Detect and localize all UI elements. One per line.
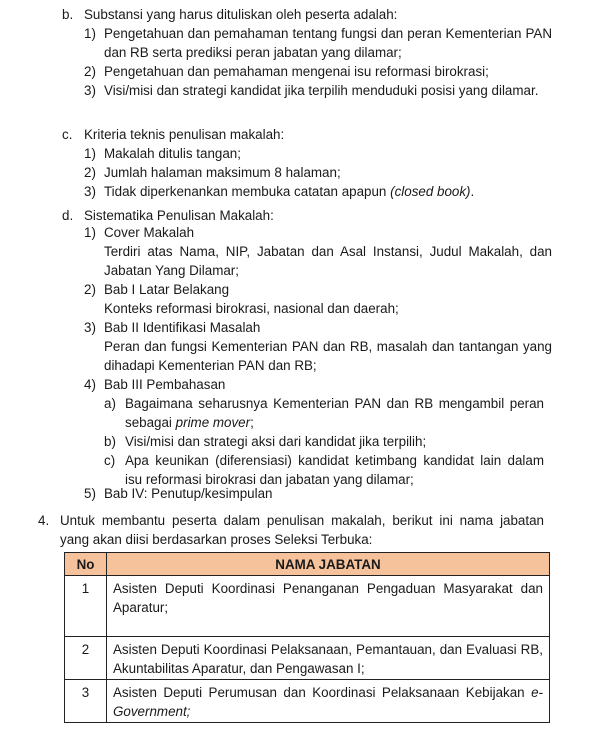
sub-item-letter: a) — [104, 396, 116, 411]
item-description: Terdiri atas Nama, NIP, Jabatan dan Asal Instansi, Judul Makalah, dan Jabatan Yang Dilamar; — [104, 244, 552, 278]
row-number: 1 — [65, 576, 107, 637]
table-header-row — [65, 553, 550, 576]
section-b-title: Substansi yang harus dituliskan oleh peserta adalah: — [84, 7, 398, 22]
sub-list-item — [104, 394, 544, 432]
section-d-marker: d. — [62, 208, 74, 223]
item-text: Jumlah halaman maksimum 8 halaman; — [104, 165, 341, 180]
item-text: Tidak diperkenankan membuka catatan apapun (closed book). — [104, 184, 475, 199]
item-description: Peran dan fungsi Kementerian PAN dan RB, masalah dan tantangan yang dihadapi Kementerian PAN dan RB; — [104, 339, 552, 373]
section-4-text: Untuk membantu peserta dalam penulisan makalah, berikut ini nama jabatan yang akan diisi berdasarkan proses Seleksi Terbuka: — [60, 513, 544, 547]
item-number: 4) — [84, 377, 96, 392]
list-item — [84, 375, 552, 394]
section-4-marker: 4. — [38, 513, 50, 528]
table-row — [65, 680, 550, 723]
header-nama-jabatan: NAMA JABATAN — [107, 553, 550, 576]
list-item — [84, 81, 552, 100]
item-description: Konteks reformasi birokrasi, nasional dan daerah; — [104, 301, 399, 316]
sub-item-text: Bagaimana seharusnya Kementerian PAN dan RB mengambil peran sebagai prime mover; — [125, 396, 544, 430]
list-item — [84, 62, 552, 81]
row-name: Asisten Deputi Koordinasi Pelaksanaan, Pemantauan, dan Evaluasi RB, Akuntabilitas Aparatur, dan Pengawasan I; — [107, 637, 550, 680]
item-number: 3) — [84, 83, 96, 98]
item-number: 2) — [84, 165, 96, 180]
list-item — [84, 484, 552, 503]
italic-term: (closed book) — [390, 184, 471, 199]
sub-item-letter: b) — [104, 434, 116, 449]
item-number: 3) — [84, 320, 96, 335]
item-number: 1) — [84, 225, 96, 240]
italic-term: prime mover — [175, 415, 251, 430]
item-text: Pengetahuan dan pemahaman tentang fungsi dan peran Kementerian PAN dan RB serta prediksi peran jabatan yang dilamar; — [104, 26, 552, 60]
jabatan-table — [64, 552, 550, 723]
section-b — [62, 5, 552, 24]
item-number: 1) — [84, 146, 96, 161]
italic-term: e-Government; — [113, 685, 543, 719]
item-title: Bab I Latar Belakang — [104, 282, 230, 297]
table-row — [65, 637, 550, 680]
list-item — [84, 144, 552, 163]
section-c — [62, 125, 552, 144]
list-item — [84, 280, 552, 299]
sub-item-letter: c) — [104, 453, 116, 468]
item-number: 2) — [84, 282, 96, 297]
item-title: Bab III Pembahasan — [104, 377, 226, 392]
row-number: 2 — [65, 637, 107, 680]
item-title: Bab II Identifikasi Masalah — [104, 320, 261, 335]
section-c-title: Kriteria teknis penulisan makalah: — [84, 127, 285, 142]
sub-item-text: Visi/misi dan strategi aksi dari kandidat jika terpilih; — [125, 434, 427, 449]
item-text: Visi/misi dan strategi kandidat jika terpilih menduduki posisi yang dilamar. — [104, 83, 539, 98]
section-d-title: Sistematika Penulisan Makalah: — [84, 208, 274, 223]
list-item — [84, 182, 552, 201]
item-text: Makalah ditulis tangan; — [104, 146, 241, 161]
item-number: 1) — [84, 26, 96, 41]
row-name: Asisten Deputi Perumusan dan Koordinasi Pelaksanaan Kebijakan e-Government; — [107, 680, 550, 723]
sub-list-item — [104, 432, 544, 451]
list-item — [84, 223, 552, 242]
row-name: Asisten Deputi Koordinasi Penanganan Pengaduan Masyarakat dan Aparatur; — [107, 576, 550, 637]
list-item — [84, 318, 552, 337]
section-b-marker: b. — [62, 7, 74, 22]
item-title: Cover Makalah — [104, 225, 195, 240]
list-item — [84, 24, 552, 62]
item-title: Bab IV: Penutup/kesimpulan — [104, 486, 273, 501]
item-number: 3) — [84, 184, 96, 199]
item-text: Pengetahuan dan pemahaman mengenai isu reformasi birokrasi; — [104, 64, 489, 79]
header-no: No — [65, 553, 107, 576]
section-4 — [38, 511, 544, 549]
section-c-marker: c. — [62, 127, 73, 142]
sub-item-text: Apa keunikan (diferensiasi) kandidat ketimbang kandidat lain dalam isu reformasi birokrasi dan jabatan yang dilamar; — [125, 453, 544, 487]
table-row — [65, 576, 550, 637]
list-item — [84, 163, 552, 182]
row-number: 3 — [65, 680, 107, 723]
item-number: 5) — [84, 486, 96, 501]
item-number: 2) — [84, 64, 96, 79]
